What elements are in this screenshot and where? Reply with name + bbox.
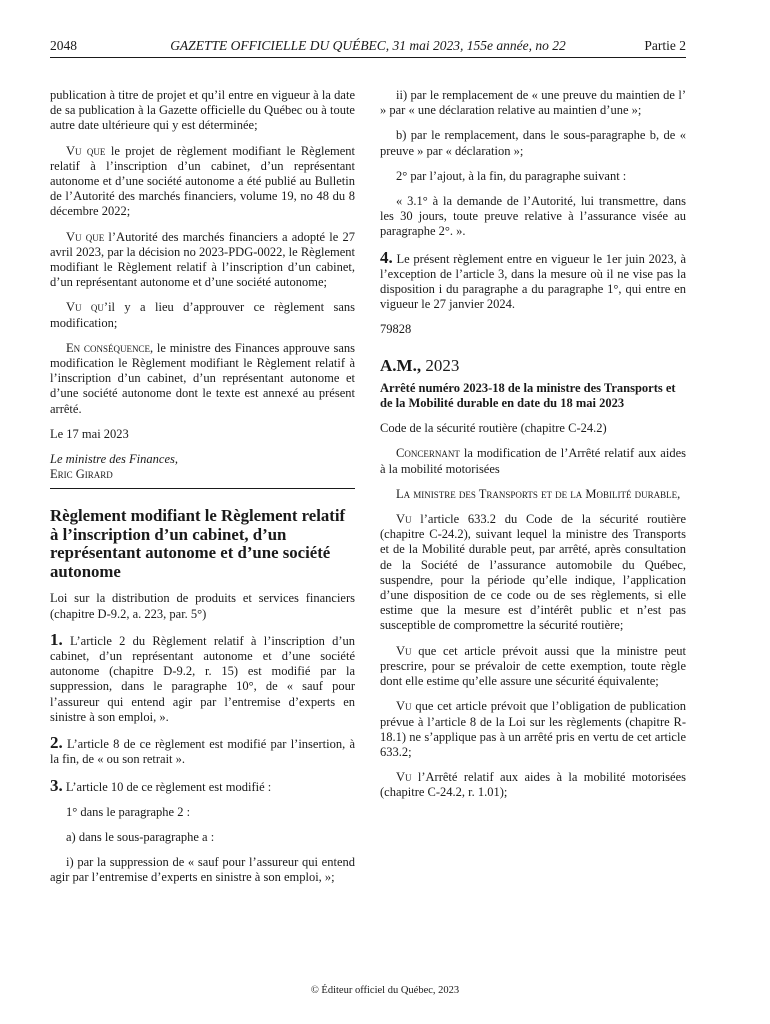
vu-paragraph-c: Vu que cet article prévoit que l’obligation de publication prévue à l’article 8 de la Loi sur les règlements (chapitre R-18.1) ne s’applique pas à un arrêté pris en vertu de cet article 633.2;	[380, 699, 686, 759]
vu-qu-paragraph-3: Vu qu’il y a lieu d’approuver ce règlement sans modification;	[50, 300, 355, 330]
regulation-title: Règlement modifiant le Règlement relatif à l’inscription d’un cabinet, d’un représentant autonome et d’une société autonome	[50, 506, 346, 581]
part-label: Partie 2	[644, 38, 686, 53]
item-2: 2° par l’ajout, à la fin, du paragraphe suivant :	[396, 168, 627, 183]
en-consequence-paragraph: En conséquence, le ministre des Finances approuve sans modification le Règlement modifiant le Règlement relatif à l’inscription d’un cabinet, d’un représentant autonome et d’une société autonome dont le texte est annexé au présent arrêté.	[50, 340, 356, 416]
continuation-paragraph: publication à titre de projet et qu’il entre en vigueur à la date de sa publication à la Gazette officielle du Québec ou à toute autre date ultérieure qui y est déterminée;	[50, 88, 355, 133]
item-subparagraph-a: a) dans le sous-paragraphe a :	[66, 829, 215, 844]
article-2: 2. L’article 8 de ce règlement est modifié par l’insertion, à la fin, de « ou son retrait ».	[50, 733, 355, 767]
signatory-title: Le ministre des Finances,	[50, 452, 178, 467]
left-column	[50, 88, 355, 896]
item-ii: ii) par le remplacement de « une preuve du maintien de l’ » par « une déclaration relative au maintien d’une »;	[380, 88, 686, 118]
enabling-law: Loi sur la distribution de produits et services financiers (chapitre D-9.2, a. 223, par. 5°)	[50, 591, 355, 621]
copyright-footer: © Éditeur officiel du Québec, 2023	[310, 985, 460, 996]
code-reference: Code de la sécurité routière (chapitre C-24.2)	[380, 421, 607, 436]
signatory-name: Eric Girard	[50, 467, 113, 482]
item-paragraph-1: 1° dans le paragraphe 2 :	[66, 804, 191, 819]
page-number: 2048	[50, 38, 77, 53]
article-3: 3. L’article 10 de ce règlement est modifié :	[50, 775, 272, 795]
page-header	[50, 36, 686, 56]
am-heading: A.M., 2023	[380, 355, 460, 375]
arrete-title: Arrêté numéro 2023-18 de la ministre des Transports et de la Mobilité durable en date du 18 mai 2023	[380, 380, 676, 411]
article-4: 4. Le présent règlement entre en vigueur le 1er juin 2023, à l’exception de l’article 3, dans la mesure où il ne vise pas la disposition i du paragraphe a du paragraphe 1°, qui entre en vigueur le 27 janvier 2024.	[380, 247, 686, 312]
vu-que-paragraph-1: Vu que le projet de règlement modifiant le Règlement relatif à l’inscription d’un cabinet, d’un représentant autonome et d’une société autonome a été publié au Bulletin de l’Autorité des marchés financiers, volume 19, no 48 du 8 décembre 2022;	[50, 143, 355, 219]
vu-paragraph-a: Vu l’article 633.2 du Code de la sécurité routière (chapitre C-24.2), suivant lequel la ministre des Transports et de la Mobilité durable peut, par arrêté, après consultation de la Société de l’assurance automobile du Québec, suspendre, pour la période qu’elle indique, l’application d’une disposition de ce code ou de ses règlements, si elle estime que la mesure est d’intérêt public et n’est pas susceptible de compromettre la sécurité routière;	[380, 512, 686, 633]
reference-number: 79828	[380, 322, 412, 337]
item-b: b) par le remplacement, dans le sous-paragraphe b, de « preuve » par « déclaration »;	[380, 128, 686, 158]
ministre-paragraph: La ministre des Transports et de la Mobilité durable,	[396, 486, 681, 501]
section-rule	[50, 488, 355, 489]
concernant-paragraph: Concernant la modification de l’Arrêté relatif aux aides à la mobilité motorisées	[380, 446, 686, 476]
publication-title: GAZETTE OFFICIELLE DU QUÉBEC, 31 mai 2023, 155e année, no 22	[170, 38, 566, 53]
vu-que-paragraph-2: Vu que l’Autorité des marchés financiers a adopté le 27 avril 2023, par la décision no 2023-PDG-0022, le Règlement modifiant le Règlement relatif à l’inscription d’un cabinet, d’un représentant autonome et d’une société autonome;	[50, 229, 355, 290]
signature-block	[50, 452, 355, 482]
header-rule	[50, 57, 686, 58]
article-1: 1. L’article 2 du Règlement relatif à l’inscription d’un cabinet, d’un représentant autonome et d’une société autonome (chapitre D-9.2, r. 15) est modifié par la suppression, dans le paragraphe 10°, de « sauf pour l’assureur qui entend agir par l’entremise d’experts en sinistre à son emploi, ».	[50, 629, 355, 724]
vu-paragraph-d: Vu l’Arrêté relatif aux aides à la mobilité motorisées (chapitre C-24.2, r. 1.01);	[380, 770, 686, 800]
right-column	[380, 88, 686, 811]
item-i: i) par la suppression de « sauf pour l’assureur qui entend agir par l’entremise d’experts en sinistre à son emploi, »;	[50, 855, 355, 885]
decision-date: Le 17 mai 2023	[50, 426, 129, 441]
item-3-1: « 3.1° à la demande de l’Autorité, lui transmettre, dans les 30 jours, toute preuve relative à l’assurance visée au paragraphe 2°. ».	[380, 194, 686, 239]
vu-paragraph-b: Vu que cet article prévoit aussi que la ministre peut prescrire, pour se prévaloir de cette exemption, toute règle dont elle estime qu’elle assure une sécurité équivalente;	[380, 643, 686, 689]
